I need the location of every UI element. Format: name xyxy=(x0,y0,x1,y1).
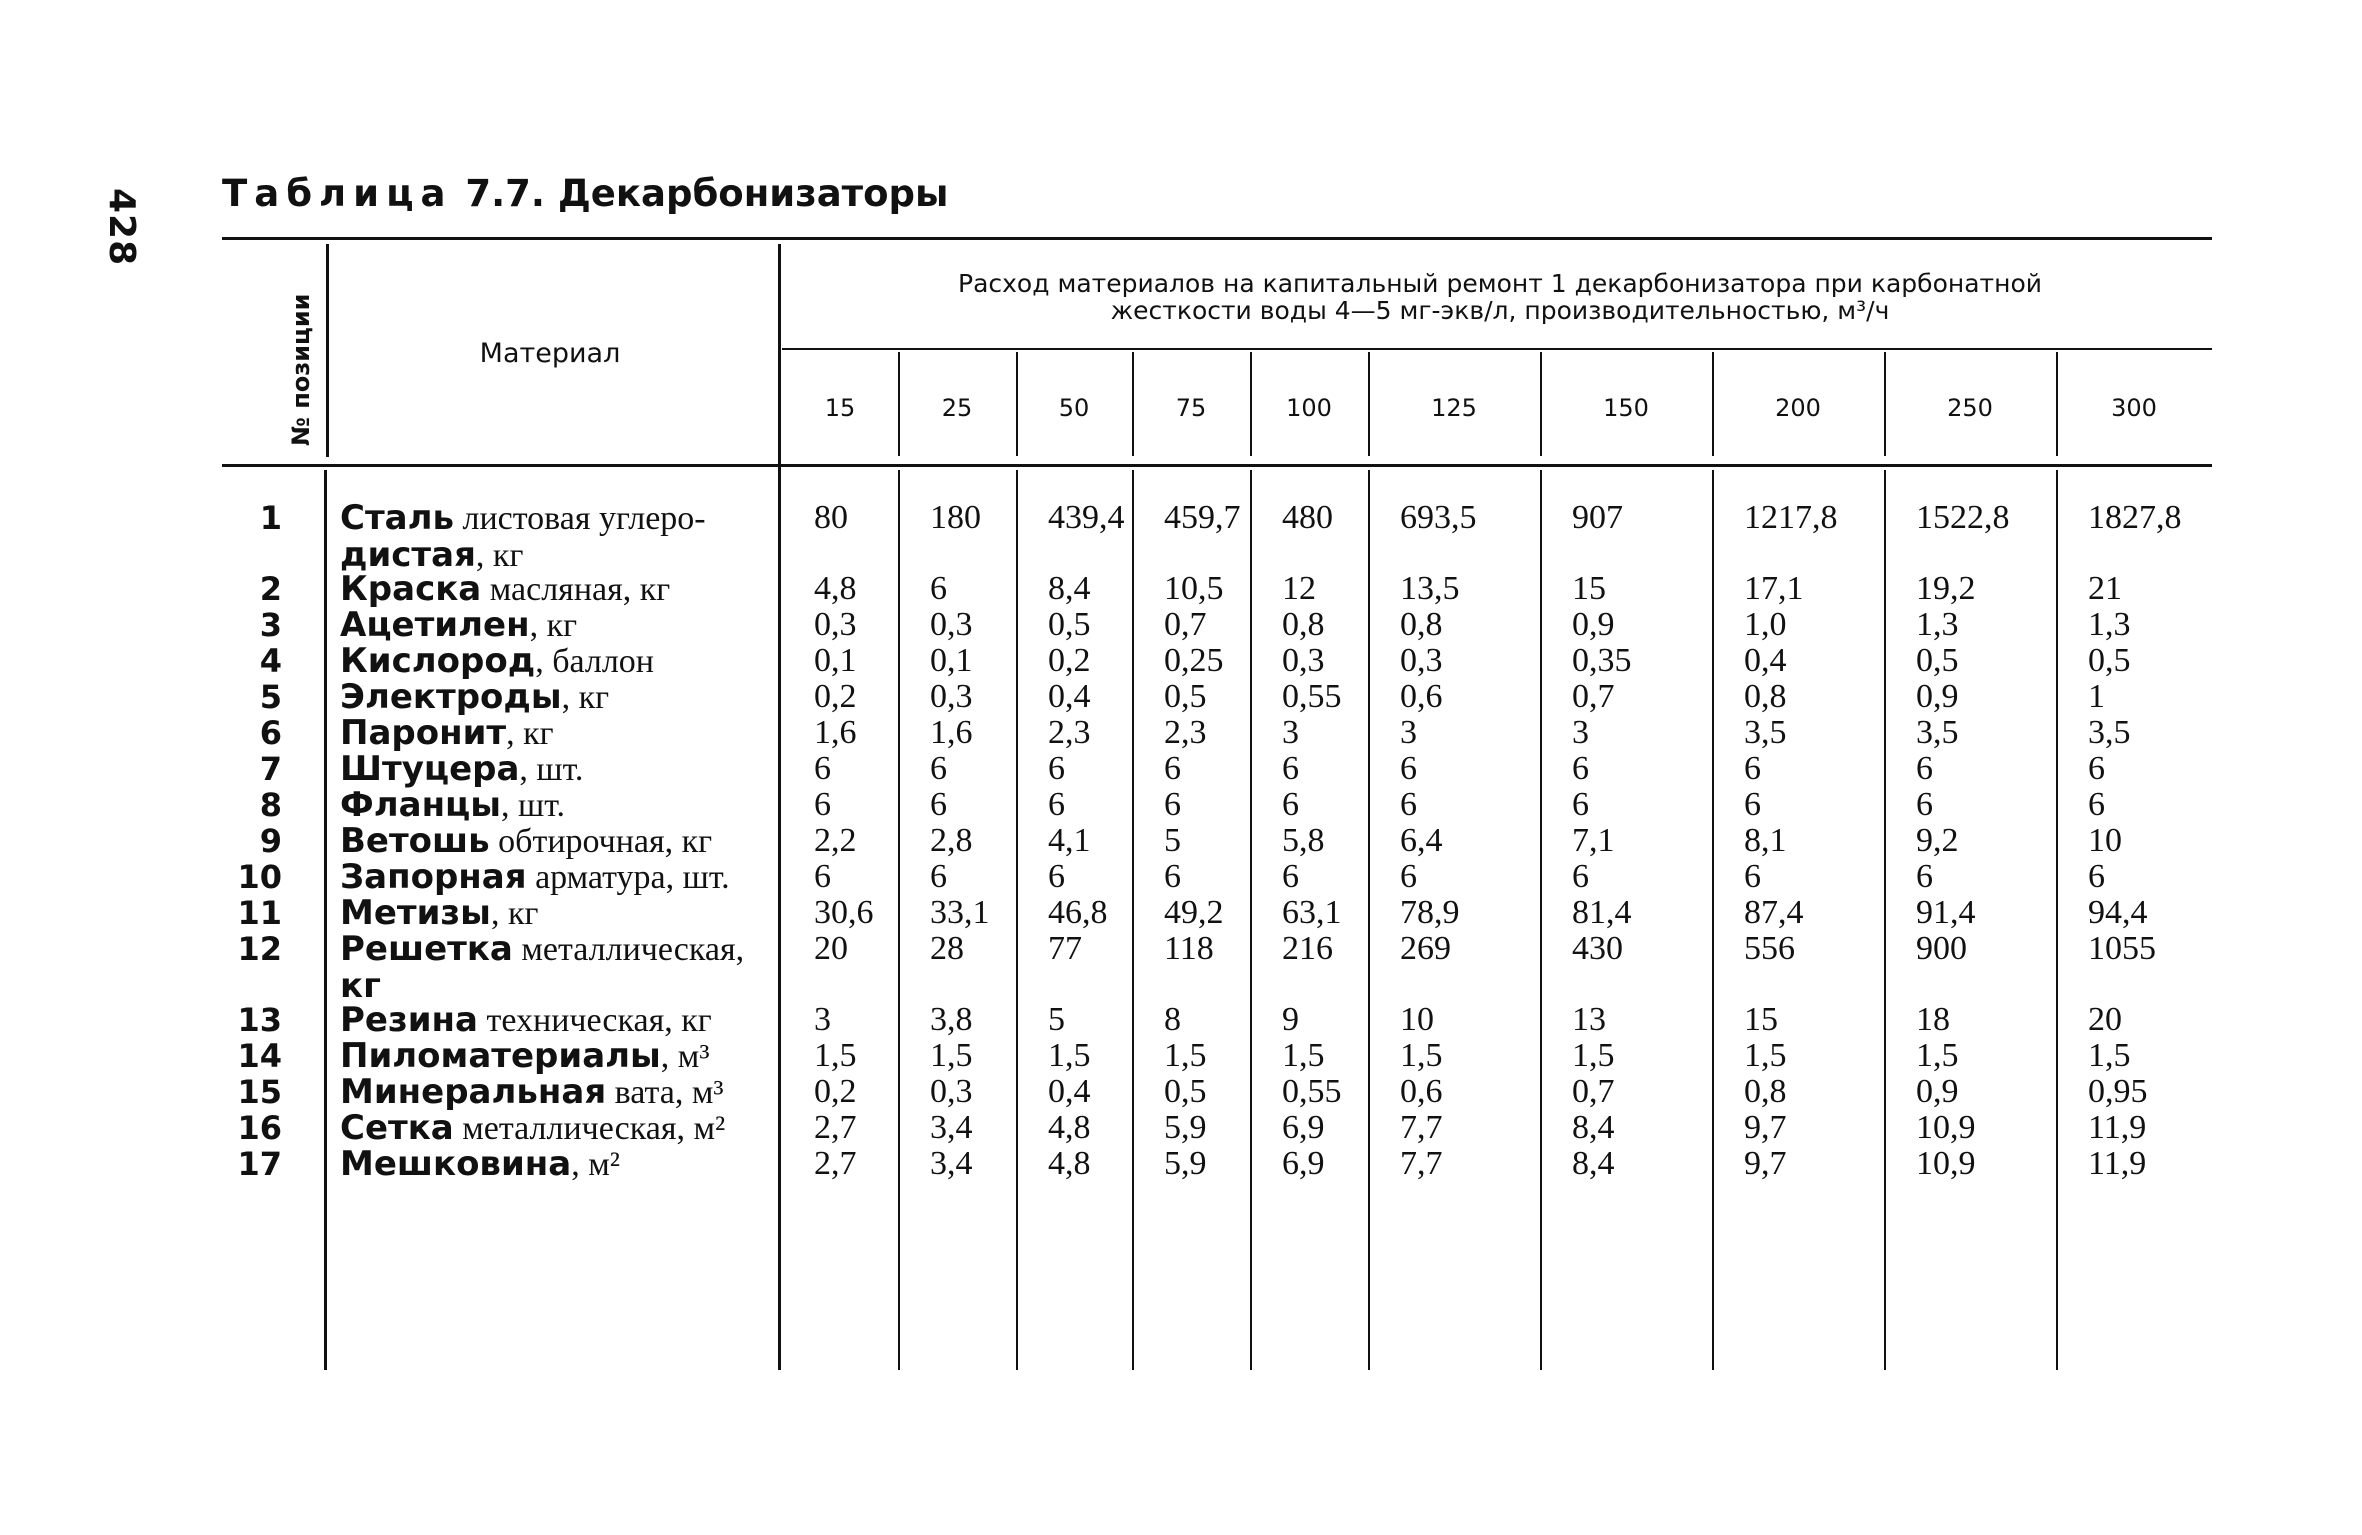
page-number: 428 xyxy=(101,188,142,267)
value-cell: 8,4 xyxy=(1572,1145,1615,1182)
value-cell: 480 xyxy=(1282,499,1333,536)
column-divider xyxy=(1132,352,1134,456)
material-name: Краска масляная, кг xyxy=(340,569,671,609)
value-cell: 0,8 xyxy=(1744,678,1787,715)
value-cell: 10,9 xyxy=(1916,1145,1976,1182)
value-cell: 3,8 xyxy=(930,1001,973,1038)
column-divider xyxy=(1016,352,1018,456)
capacity-column-label: 125 xyxy=(1431,394,1477,422)
value-cell: 0,3 xyxy=(930,1073,973,1110)
value-cell: 6 xyxy=(1572,750,1589,787)
value-cell: 6,9 xyxy=(1282,1109,1325,1146)
value-cell: 5 xyxy=(1164,822,1181,859)
value-cell: 91,4 xyxy=(1916,894,1976,931)
value-cell: 2,8 xyxy=(930,822,973,859)
value-cell: 6 xyxy=(1744,786,1761,823)
value-cell: 1,6 xyxy=(930,714,973,751)
value-cell: 0,35 xyxy=(1572,642,1632,679)
value-cell: 1,6 xyxy=(814,714,857,751)
value-cell: 0,7 xyxy=(1164,606,1207,643)
value-cell: 0,2 xyxy=(814,1073,857,1110)
header-bottom-rule xyxy=(222,464,2212,467)
value-cell: 2,3 xyxy=(1164,714,1207,751)
value-cell: 2,7 xyxy=(814,1109,857,1146)
column-divider xyxy=(1368,352,1370,456)
value-cell: 0,4 xyxy=(1048,1073,1091,1110)
value-cell: 8,4 xyxy=(1048,570,1091,607)
value-cell: 8,4 xyxy=(1572,1109,1615,1146)
value-cell: 1,0 xyxy=(1744,606,1787,643)
value-cell: 6 xyxy=(1164,750,1181,787)
value-cell: 4,8 xyxy=(814,570,857,607)
column-divider xyxy=(1884,352,1886,456)
column-divider xyxy=(2056,352,2058,456)
value-cell: 6 xyxy=(1048,858,1065,895)
column-divider-body xyxy=(1250,470,1252,1370)
column-divider-body xyxy=(1016,470,1018,1370)
material-name: Штуцера, шт. xyxy=(340,749,584,789)
value-cell: 28 xyxy=(930,930,964,967)
value-cell: 1,5 xyxy=(1048,1037,1091,1074)
position-number: 2 xyxy=(259,570,282,608)
capacity-column-label: 50 xyxy=(1058,394,1090,422)
value-cell: 87,4 xyxy=(1744,894,1804,931)
column-divider-body xyxy=(2056,470,2058,1370)
value-cell: 0,3 xyxy=(1282,642,1325,679)
value-cell: 3,5 xyxy=(1744,714,1787,751)
value-cell: 459,7 xyxy=(1164,499,1241,536)
column-divider-body xyxy=(898,470,900,1370)
num-material-divider xyxy=(326,244,329,457)
value-cell: 556 xyxy=(1744,930,1795,967)
material-name: Сталь листовая углеро- дистая, кг xyxy=(340,498,706,575)
value-cell: 1522,8 xyxy=(1916,499,2010,536)
position-number: 4 xyxy=(259,642,282,680)
capacity-column-label: 100 xyxy=(1286,394,1332,422)
table-top-rule xyxy=(222,237,2212,240)
material-values-divider xyxy=(778,244,781,1370)
value-cell: 0,8 xyxy=(1744,1073,1787,1110)
value-cell: 0,5 xyxy=(1916,642,1959,679)
value-cell: 900 xyxy=(1916,930,1967,967)
value-cell: 0,25 xyxy=(1164,642,1224,679)
value-cell: 0,5 xyxy=(1164,678,1207,715)
value-cell: 6,4 xyxy=(1400,822,1443,859)
value-cell: 9,2 xyxy=(1916,822,1959,859)
material-name: Паронит, кг xyxy=(340,713,554,753)
value-cell: 6 xyxy=(1916,858,1933,895)
value-cell: 6 xyxy=(1572,858,1589,895)
value-cell: 4,8 xyxy=(1048,1145,1091,1182)
position-number: 3 xyxy=(259,606,282,644)
value-cell: 78,9 xyxy=(1400,894,1460,931)
value-cell: 1,5 xyxy=(1916,1037,1959,1074)
value-cell: 7,7 xyxy=(1400,1145,1443,1182)
value-cell: 0,3 xyxy=(930,606,973,643)
material-name: Фланцы, шт. xyxy=(340,785,565,825)
position-number: 15 xyxy=(237,1073,282,1111)
position-number: 9 xyxy=(259,822,282,860)
value-cell: 4,1 xyxy=(1048,822,1091,859)
value-cell: 0,95 xyxy=(2088,1073,2148,1110)
value-cell: 1827,8 xyxy=(2088,499,2182,536)
value-cell: 8 xyxy=(1164,1001,1181,1038)
value-cell: 0,6 xyxy=(1400,678,1443,715)
value-cell: 6 xyxy=(814,858,831,895)
group-header-rule xyxy=(782,348,2212,350)
value-cell: 6 xyxy=(1572,786,1589,823)
value-cell: 6 xyxy=(2088,858,2105,895)
column-divider xyxy=(1712,352,1714,456)
value-cell: 15 xyxy=(1744,1001,1778,1038)
value-cell: 0,4 xyxy=(1744,642,1787,679)
value-cell: 0,6 xyxy=(1400,1073,1443,1110)
capacity-column-label: 200 xyxy=(1775,394,1821,422)
value-cell: 0,55 xyxy=(1282,678,1342,715)
value-cell: 1,5 xyxy=(1400,1037,1443,1074)
value-cell: 6 xyxy=(2088,786,2105,823)
group-header-line2: жесткости воды 4—5 мг-экв/л, производительностью, м³/ч xyxy=(1110,296,1890,325)
value-cell: 0,9 xyxy=(1916,678,1959,715)
value-cell: 1,5 xyxy=(930,1037,973,1074)
value-cell: 5,9 xyxy=(1164,1109,1207,1146)
material-name: Ацетилен, кг xyxy=(340,605,578,645)
value-cell: 1055 xyxy=(2088,930,2156,967)
value-cell: 216 xyxy=(1282,930,1333,967)
column-divider-body xyxy=(1540,470,1542,1370)
value-cell: 9 xyxy=(1282,1001,1299,1038)
value-cell: 81,4 xyxy=(1572,894,1632,931)
value-cell: 0,5 xyxy=(2088,642,2131,679)
column-divider-body xyxy=(1368,470,1370,1370)
value-cell: 0,8 xyxy=(1400,606,1443,643)
value-cell: 1,5 xyxy=(1164,1037,1207,1074)
value-cell: 10 xyxy=(1400,1001,1434,1038)
value-cell: 6 xyxy=(814,786,831,823)
value-cell: 3,4 xyxy=(930,1109,973,1146)
value-cell: 6 xyxy=(930,750,947,787)
position-number: 12 xyxy=(237,930,282,968)
value-cell: 180 xyxy=(930,499,981,536)
value-cell: 1,5 xyxy=(814,1037,857,1074)
value-cell: 3 xyxy=(814,1001,831,1038)
capacity-column-label: 300 xyxy=(2111,394,2157,422)
value-cell: 0,3 xyxy=(930,678,973,715)
position-number: 11 xyxy=(237,894,282,932)
value-cell: 6 xyxy=(1916,786,1933,823)
value-cell: 11,9 xyxy=(2088,1109,2147,1146)
value-cell: 0,2 xyxy=(814,678,857,715)
material-name: Метизы, кг xyxy=(340,893,539,933)
capacity-column-label: 150 xyxy=(1603,394,1649,422)
material-name: Сетка металлическая, м² xyxy=(340,1108,726,1148)
value-cell: 2,3 xyxy=(1048,714,1091,751)
value-cell: 15 xyxy=(1572,570,1606,607)
capacity-column-label: 15 xyxy=(824,394,856,422)
value-cell: 1217,8 xyxy=(1744,499,1838,536)
material-name: Электроды, кг xyxy=(340,677,610,717)
value-cell: 11,9 xyxy=(2088,1145,2147,1182)
value-cell: 6 xyxy=(1400,786,1417,823)
value-cell: 7,1 xyxy=(1572,822,1615,859)
value-cell: 4,8 xyxy=(1048,1109,1091,1146)
value-cell: 3 xyxy=(1572,714,1589,751)
material-name: Решетка металлическая, кг xyxy=(340,929,745,1006)
value-cell: 439,4 xyxy=(1048,499,1125,536)
value-cell: 49,2 xyxy=(1164,894,1224,931)
value-cell: 6 xyxy=(1164,858,1181,895)
value-cell: 5,8 xyxy=(1282,822,1325,859)
value-cell: 0,2 xyxy=(1048,642,1091,679)
value-cell: 0,5 xyxy=(1048,606,1091,643)
value-cell: 6 xyxy=(1048,786,1065,823)
material-name: Кислород, баллон xyxy=(340,641,655,681)
material-name: Минеральная вата, м³ xyxy=(340,1072,724,1112)
value-cell: 6 xyxy=(2088,750,2105,787)
material-name: Запорная арматура, шт. xyxy=(340,857,730,897)
group-header-line1: Расход материалов на капитальный ремонт 1 декарбонизатора при карбонатной xyxy=(958,269,2042,298)
value-cell: 6 xyxy=(930,786,947,823)
value-cell: 6 xyxy=(1164,786,1181,823)
value-cell: 18 xyxy=(1916,1001,1950,1038)
column-divider xyxy=(1250,352,1252,456)
value-cell: 0,3 xyxy=(1400,642,1443,679)
value-cell: 0,4 xyxy=(1048,678,1091,715)
value-cell: 19,2 xyxy=(1916,570,1976,607)
position-number: 10 xyxy=(237,858,282,896)
value-cell: 0,5 xyxy=(1164,1073,1207,1110)
column-divider xyxy=(898,352,900,456)
value-cell: 3,4 xyxy=(930,1145,973,1182)
value-cell: 6,9 xyxy=(1282,1145,1325,1182)
column-divider-body xyxy=(1132,470,1134,1370)
material-name: Ветошь обтирочная, кг xyxy=(340,821,713,861)
value-cell: 10 xyxy=(2088,822,2122,859)
value-cell: 20 xyxy=(814,930,848,967)
value-cell: 21 xyxy=(2088,570,2122,607)
value-cell: 33,1 xyxy=(930,894,990,931)
value-cell: 907 xyxy=(1572,499,1623,536)
material-header: Материал xyxy=(479,338,621,369)
value-cell: 0,55 xyxy=(1282,1073,1342,1110)
value-cell: 0,3 xyxy=(814,606,857,643)
value-cell: 77 xyxy=(1048,930,1082,967)
value-cell: 0,9 xyxy=(1572,606,1615,643)
value-cell: 17,1 xyxy=(1744,570,1804,607)
position-number: 6 xyxy=(259,714,282,752)
column-divider xyxy=(1540,352,1542,456)
position-number: 1 xyxy=(259,499,282,537)
value-cell: 1,5 xyxy=(1282,1037,1325,1074)
value-cell: 0,9 xyxy=(1916,1073,1959,1110)
value-cell: 13,5 xyxy=(1400,570,1460,607)
value-cell: 1 xyxy=(2088,678,2105,715)
value-cell: 3,5 xyxy=(2088,714,2131,751)
value-cell: 46,8 xyxy=(1048,894,1108,931)
value-cell: 2,7 xyxy=(814,1145,857,1182)
value-cell: 9,7 xyxy=(1744,1109,1787,1146)
value-cell: 3 xyxy=(1282,714,1299,751)
value-cell: 8,1 xyxy=(1744,822,1787,859)
value-cell: 1,5 xyxy=(1744,1037,1787,1074)
value-cell: 0,1 xyxy=(930,642,973,679)
position-number: 13 xyxy=(237,1001,282,1039)
value-cell: 80 xyxy=(814,499,848,536)
value-cell: 94,4 xyxy=(2088,894,2148,931)
value-cell: 269 xyxy=(1400,930,1451,967)
value-cell: 3,5 xyxy=(1916,714,1959,751)
value-cell: 9,7 xyxy=(1744,1145,1787,1182)
value-cell: 118 xyxy=(1164,930,1214,967)
value-cell: 0,1 xyxy=(814,642,857,679)
value-cell: 6 xyxy=(1282,750,1299,787)
position-number: 14 xyxy=(237,1037,282,1075)
value-cell: 30,6 xyxy=(814,894,874,931)
value-cell: 5,9 xyxy=(1164,1145,1207,1182)
value-cell: 6 xyxy=(1282,858,1299,895)
material-name: Мешковина, м² xyxy=(340,1144,620,1184)
value-cell: 6 xyxy=(1400,750,1417,787)
value-cell: 6 xyxy=(1400,858,1417,895)
value-cell: 10,9 xyxy=(1916,1109,1976,1146)
value-cell: 1,3 xyxy=(1916,606,1959,643)
value-cell: 63,1 xyxy=(1282,894,1342,931)
value-cell: 12 xyxy=(1282,570,1316,607)
capacity-column-label: 25 xyxy=(941,394,973,422)
capacity-column-label: 75 xyxy=(1175,394,1207,422)
value-cell: 5 xyxy=(1048,1001,1065,1038)
value-cell: 1,5 xyxy=(2088,1037,2131,1074)
value-cell: 13 xyxy=(1572,1001,1606,1038)
value-cell: 6 xyxy=(814,750,831,787)
num-material-divider-body xyxy=(324,470,327,1370)
value-cell: 20 xyxy=(2088,1001,2122,1038)
table-title-prefix: Таблица xyxy=(222,172,453,215)
table-title-rest: 7.7. Декарбонизаторы xyxy=(465,172,949,215)
position-number: 17 xyxy=(237,1145,282,1183)
position-number: 7 xyxy=(259,750,282,788)
value-cell: 1,5 xyxy=(1572,1037,1615,1074)
value-cell: 6 xyxy=(1916,750,1933,787)
value-cell: 6 xyxy=(930,858,947,895)
table-title xyxy=(222,172,948,215)
value-cell: 6 xyxy=(1744,858,1761,895)
value-cell: 430 xyxy=(1572,930,1623,967)
material-name: Резина техническая, кг xyxy=(340,1000,712,1040)
material-name: Пиломатериалы, м³ xyxy=(340,1036,710,1076)
value-cell: 6 xyxy=(1048,750,1065,787)
position-number: 5 xyxy=(259,678,282,716)
value-cell: 693,5 xyxy=(1400,499,1477,536)
column-divider-body xyxy=(1884,470,1886,1370)
position-number-header: № позиции xyxy=(287,293,315,446)
value-cell: 0,8 xyxy=(1282,606,1325,643)
value-cell: 1,3 xyxy=(2088,606,2131,643)
value-cell: 0,7 xyxy=(1572,678,1615,715)
value-cell: 6 xyxy=(1744,750,1761,787)
column-divider-body xyxy=(1712,470,1714,1370)
value-cell: 7,7 xyxy=(1400,1109,1443,1146)
value-cell: 6 xyxy=(1282,786,1299,823)
position-number: 16 xyxy=(237,1109,282,1147)
value-cell: 0,7 xyxy=(1572,1073,1615,1110)
group-header xyxy=(790,270,2210,324)
value-cell: 2,2 xyxy=(814,822,857,859)
value-cell: 10,5 xyxy=(1164,570,1224,607)
value-cell: 6 xyxy=(930,570,947,607)
position-number: 8 xyxy=(259,786,282,824)
value-cell: 3 xyxy=(1400,714,1417,751)
capacity-column-label: 250 xyxy=(1947,394,1993,422)
